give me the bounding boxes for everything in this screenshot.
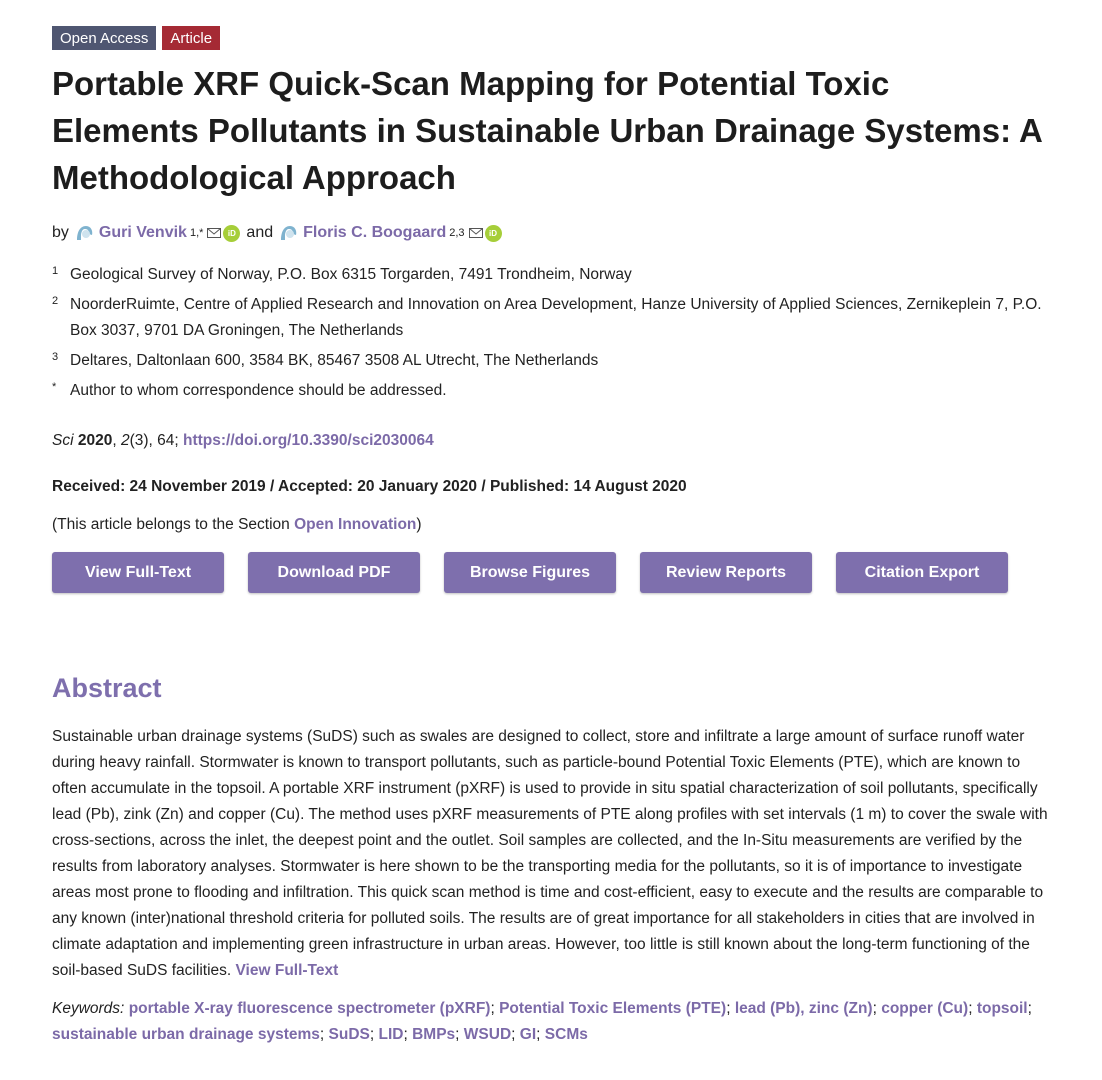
email-icon[interactable] [207, 228, 221, 238]
keyword-link[interactable]: Potential Toxic Elements (PTE) [499, 1000, 727, 1017]
article-title: Portable XRF Quick-Scan Mapping for Potential Toxic Elements Pollutants in Sustainable Urban Drainage Systems: A Methodological Approach [52, 65, 1042, 196]
affiliation-number: 2 [52, 295, 59, 307]
abstract-heading: Abstract [52, 673, 162, 703]
keyword-link[interactable]: LID [378, 1026, 404, 1043]
affiliation-number: * [52, 381, 57, 393]
section-note-prefix: (This article belongs to the Section [52, 516, 295, 533]
orcid-icon[interactable]: iD [223, 225, 240, 242]
keyword-separator: ; [455, 1026, 464, 1043]
keywords [52, 996, 1052, 1048]
keyword-separator: ; [511, 1026, 520, 1043]
keyword-separator: ; [726, 1000, 735, 1017]
article-type-badge: Article [162, 26, 220, 50]
keyword-separator: ; [403, 1026, 413, 1043]
review-reports-button[interactable]: Review Reports [640, 552, 812, 593]
abstract-body [52, 724, 1052, 984]
author-list: by Guri Venvik 1,* iD and Floris C. Boogaard 2,3 iD [52, 222, 1050, 244]
badge-row [52, 26, 1050, 50]
author-avatar-icon [277, 222, 299, 244]
affiliation-item [52, 378, 1050, 404]
section-note [52, 516, 1050, 534]
orcid-icon[interactable]: iD [485, 225, 502, 242]
affiliation-list [52, 262, 1050, 404]
keyword-separator: ; [872, 1000, 882, 1017]
author-avatar-icon [73, 222, 95, 244]
keyword-link[interactable]: lead (Pb), zinc (Zn) [734, 1000, 873, 1017]
citation-line: Sci 2020, 2(3), 64; https://doi.org/10.3390/sci2030064 [52, 432, 434, 449]
keyword-link[interactable]: sustainable urban drainage systems [52, 1026, 320, 1043]
keyword-link[interactable]: SCMs [544, 1026, 588, 1043]
browse-figures-button[interactable]: Browse Figures [444, 552, 616, 593]
keyword-list [52, 1000, 1032, 1043]
journal-name: Sci [52, 432, 74, 449]
email-icon[interactable] [469, 228, 483, 238]
keyword-link[interactable]: topsoil [976, 1000, 1028, 1017]
keyword-link[interactable]: SuDS [328, 1026, 370, 1043]
author-name-2[interactable]: Floris C. Boogaard [303, 224, 447, 241]
action-buttons [52, 552, 1050, 593]
publication-dates: Received: 24 November 2019 / Accepted: 20 January 2020 / Published: 14 August 2020 [52, 478, 687, 495]
affiliation-item [52, 348, 1050, 374]
affiliation-item [52, 262, 1050, 288]
keyword-separator: ; [369, 1026, 379, 1043]
affiliation-text: Geological Survey of Norway, P.O. Box 6315 Torgarden, 7491 Trondheim, Norway [70, 266, 632, 283]
keyword-link[interactable]: copper (Cu) [881, 1000, 969, 1017]
keyword-separator: ; [968, 1000, 977, 1017]
citation-issue-pages: (3), 64; [129, 432, 184, 449]
keyword-link[interactable]: WSUD [463, 1026, 512, 1043]
affiliation-number: 1 [52, 265, 59, 277]
abstract-text: Sustainable urban drainage systems (SuDS) such as swales are designed to collect, store and infiltrate a large amount of surface runoff water during heavy rainfall. Stormwater is known to transport pollutants, such as particle-bound Potential Toxic Elements (PTE), which are known to often accumulate in the topsoil. A portable XRF instrument (pXRF) is used to provide in situ spatial characterization of soil pollutants, specifically lead (Pb), zink (Zn) and copper (Cu). The method uses pXRF measurements of PTE along profiles with set intervals (1 m) to cover the swale with cross-sections, across the inlet, the deepest point and the outlet. Soil samples are collected, and the In-Situ measurements are verified by the results from laboratory analyses. Stormwater is here shown to be the transporting media for the pollutants, so it is of importance to investigate areas most prone to flooding and infiltration. This quick scan method is time and cost-efficient, easy to execute and the results are comparable to any known (inter)national threshold criteria for polluted soils. The results are of great importance for all stakeholders in cities that are involved in climate adaptation and implementing green infrastructure in urban areas. However, too little is still known about the long-term functioning of the soil-based SuDS facilities. [52, 728, 1048, 979]
and-label: and [246, 224, 274, 241]
by-label: by [52, 224, 69, 241]
keyword-link[interactable]: portable X-ray fluorescence spectrometer (pXRF) [128, 1000, 491, 1017]
keyword-separator: ; [536, 1026, 545, 1043]
section-link[interactable]: Open Innovation [294, 516, 417, 533]
download-pdf-button[interactable]: Download PDF [248, 552, 420, 593]
keywords-label: Keywords: [52, 1000, 125, 1017]
section-note-suffix: ) [416, 516, 422, 533]
doi-link[interactable]: https://doi.org/10.3390/sci2030064 [183, 432, 434, 449]
author-name-1[interactable]: Guri Venvik [98, 224, 187, 241]
open-access-badge[interactable]: Open Access [52, 26, 156, 50]
affiliation-text: Deltares, Daltonlaan 600, 3584 BK, 85467 3508 AL Utrecht, The Netherlands [70, 352, 599, 369]
keyword-separator: ; [490, 1000, 500, 1017]
keyword-link[interactable]: GI [519, 1026, 537, 1043]
citation-year: 2020 [77, 432, 113, 449]
keyword-link[interactable]: BMPs [412, 1026, 456, 1043]
affiliation-item [52, 292, 1050, 344]
affiliation-text: Author to whom correspondence should be addressed. [70, 382, 447, 399]
keyword-separator: ; [1027, 1000, 1032, 1017]
citation-export-button[interactable]: Citation Export [836, 552, 1008, 593]
keyword-separator: ; [319, 1026, 329, 1043]
citation-volume: 2 [120, 432, 130, 449]
abstract-view-full-text-link[interactable]: View Full-Text [235, 962, 339, 979]
affiliation-text: NoorderRuimte, Centre of Applied Research and Innovation on Area Development, Hanze University of Applied Sciences, Zernikeplein 7, P.O. Box 3037, 9701 DA Groningen, The Netherlands [70, 296, 1042, 339]
affiliation-number: 3 [52, 351, 59, 363]
view-full-text-button[interactable]: View Full-Text [52, 552, 224, 593]
